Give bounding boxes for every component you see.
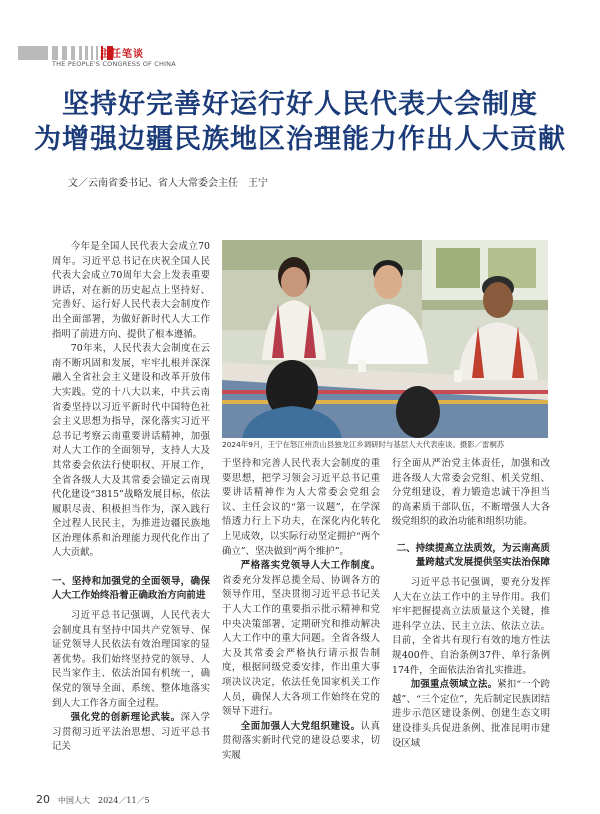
magazine-issue: 中国人大 2024／11／5 [58, 796, 150, 805]
section-heading-2: 二、持续提高立法质效，为云南高质量跨越式发展提供坚实法治保障 [396, 542, 550, 568]
title-line-1: 坚持好完善好运行好人民代表大会制度 [62, 89, 538, 120]
photo-caption: 2024年9月，王宁在怒江州贡山县独龙江乡调研时与基层人大代表座谈。摄影／雷桐苏 [222, 440, 505, 449]
column-2 [222, 457, 380, 763]
column-3 [392, 457, 550, 751]
title-line-2: 为增强边疆民族地区治理能力作出人大贡献 [34, 124, 566, 155]
page-number: 20 [36, 793, 50, 806]
meeting-photo-illustration [222, 240, 548, 438]
paragraph-text: 深入学习贯彻习近平法治思想、习近平总书记关 [52, 712, 210, 753]
paragraph [52, 711, 210, 755]
byline: 文／云南省委书记、省人大常委会主任 王宁 [68, 178, 268, 189]
paragraph: 行全面从严治党主体责任，加强和改进各级人大常委会党组、机关党组、分党组建设，着力锻造忠诚干净担当的高素质干部队伍，不断增强人大各级党组织的政治功能和组织功能。 [392, 458, 550, 528]
paragraph-text: 紧扣“一个跨越”、“三个定位”，先后制定民族团结进步示范区建设条例、创建生态文明建设排头兵促进条例、批准昆明市建设区域 [392, 679, 550, 749]
footer [36, 793, 150, 806]
paragraph [222, 559, 380, 720]
bold-lead: 加强重点领域立法。 [410, 679, 498, 691]
column-name: 主任笔谈 [100, 49, 144, 60]
paragraph-text: 省委充分发挥总揽全局、协调各方的领导作用，坚决贯彻习近平总书记关于人大工作的重要指示批示精神和党中央决策部署，定期研究和推动解决人大工作中的重大问题。全省各级人大及其常委会严格执行请示报告制度，根据同级党委安排，作出重大事项决议决定，依法任免国家机关工作人员，确保人大各项工作始终在党的领导下进行。 [222, 574, 380, 718]
magazine-subtitle: THE PEOPLE'S CONGRESS OF CHINA [52, 60, 176, 68]
paragraph-text: 认真贯彻落实新时代党的建设总要求，切实履 [222, 720, 380, 761]
paragraph [392, 678, 550, 751]
paragraph: 习近平总书记强调，人民代表大会制度具有坚持中国共产党领导、保证党领导人民依法有效治理国家的显著优势。我们始终坚持党的领导、人民当家作主、依法治国有机统一，确保党的领导全面、系统、整体地落实到人大工作各方面全过程。 [52, 610, 210, 709]
section-heading-1: 一、坚持和加强党的全面领导，确保人大工作始终沿着正确政治方向前进 [52, 576, 210, 602]
bold-lead: 严格落实党领导人大工作制度。 [240, 560, 380, 572]
bold-lead: 全面加强人大党组织建设。 [240, 720, 361, 732]
paragraph [222, 720, 380, 764]
paragraph: 70年来，人民代表大会制度在云南不断巩固和发展，牢牢扎根并深深融入全省社会主义建设和改革开放伟大实践。党的十八大以来，中共云南省委坚持以习近平新时代中国特色社会主义思想为指导，深化落实习近平总书记考察云南重要讲话精神，加强对人大工作的全面领导，支持人大及其常委会依法行使职权、开展工作，全省各级人大及其常委会锚定云南现代化建设“3815”战略发展目标，依法履职尽责、积极担当作为，深入践行全过程人民民主，为推进边疆民族地区治理体系和治理能力现代化作出了人大贡献。 [52, 343, 210, 559]
paragraph: 于坚持和完善人民代表大会制度的重要思想，把学习领会习近平总书记重要讲话精神作为人大常委会党组会议、主任会议的“第一议题”，在学深悟透力行上下功夫，在深化内化转化上见成效，以实际行动坚定拥护“两个确立”、坚决做到“两个维护”。 [222, 458, 380, 557]
bold-lead: 强化党的创新理论武装。 [70, 712, 181, 724]
paragraph: 今年是全国人民代表大会成立70周年。习近平总书记在庆祝全国人民代表大会成立70周年大会上发表重要讲话，对在新的历史起点上坚持好、完善好、运行好人民代表大会制度作出全面部署，为做好新时代人大工作指明了前进方向、提供了根本遵循。 [52, 241, 210, 340]
paragraph: 习近平总书记强调，要充分发挥人大在立法工作中的主导作用。我们牢牢把握提高立法质量这个关键，推进科学立法、民主立法、依法立法。目前，全省共有现行有效的地方性法规400件、自治条例37件、单行条例174件，全面依法治省扎实推进。 [392, 576, 550, 676]
article-photo [222, 240, 548, 438]
column-1 [52, 240, 210, 755]
